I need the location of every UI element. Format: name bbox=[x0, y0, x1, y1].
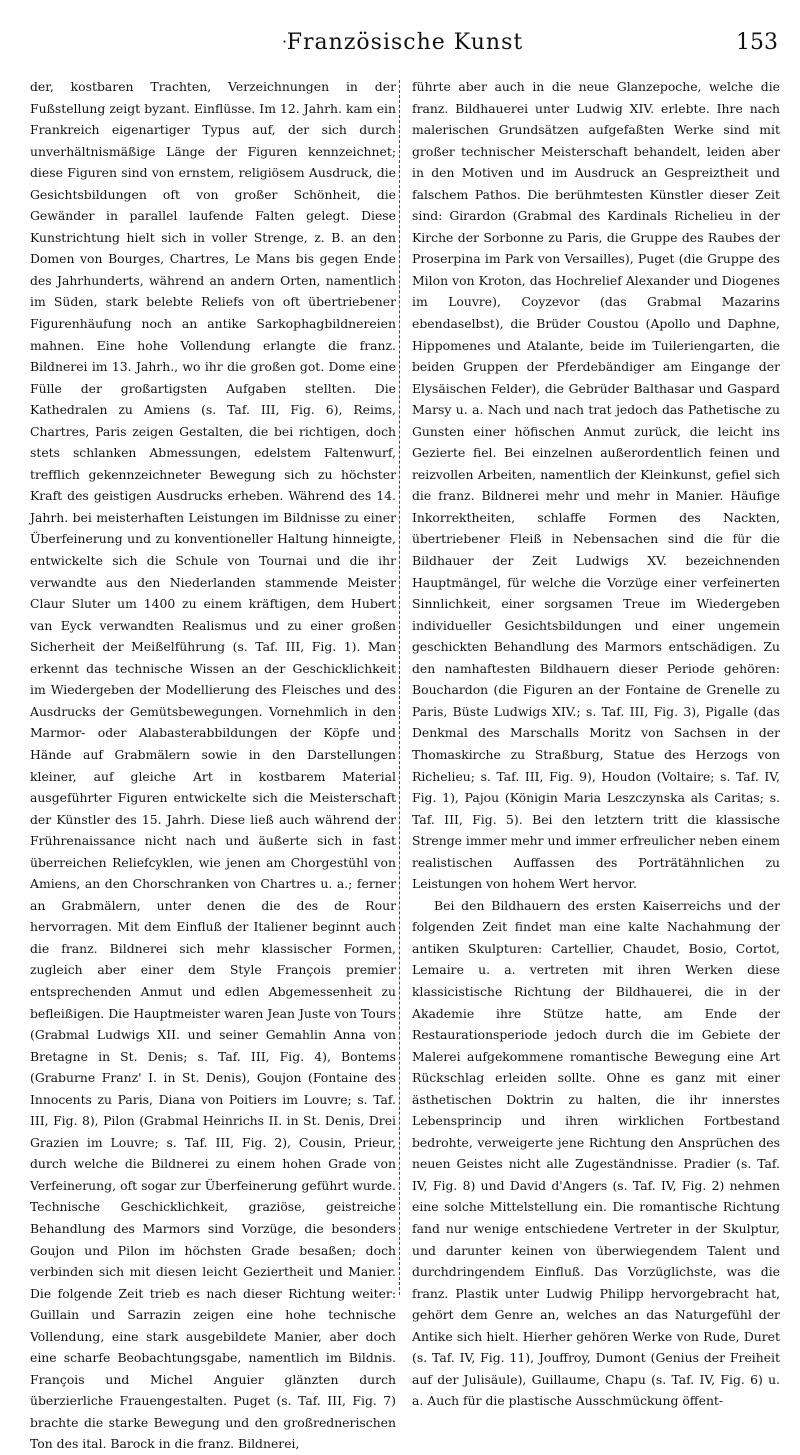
page-number: 153 bbox=[736, 30, 778, 55]
right-column bbox=[412, 76, 780, 1409]
page-title: Französische Kunst bbox=[286, 30, 524, 55]
paragraph: führte aber auch in die neue Glanzepoche, welche die franz. Bildhauerei unter Ludwig XIV. erlebte. Ihre nach malerischen Grundsätzen aufgefaßten Werke sind mit großer technischer Meisterschaft behandelt, leiden aber in den Motiven und im Ausdruck an Gespreiztheit und falschem Pathos. Die berühmtesten Künstler dieser Zeit sind: Girardon (Grabmal des Kardinals Richelieu in der Kirche der Sorbonne zu Paris, die Gruppe des Raubes der Proserpina im Park von Versailles), Puget (die Gruppe des Milon von Kroton, das Hochrelief Alexander und Diogenes im Louvre), Coyzevor (das Grabmal Mazarins ebendaselbst), die Brüder Coustou (Apollo und Daphne, Hippomenes und Atalante, beide im Tuileriengarten, die beiden Gruppen der Pferdebändiger am Eingange der Elysäischen Felder), die Gebrüder Balthasar und Gaspard Marsy u. a. Nach und nach trat jedoch das Pathetische zu Gunsten einer höfischen Anmut zurück, die leicht ins Gezierte fiel. Bei einzelnen außerordentlich feinen und reizvollen Arbeiten, namentlich der Kleinkunst, gefiel sich die franz. Bildnerei mehr und mehr in Manier. Häufige Inkorrektheiten, schlaffe Formen des Nackten, übertriebener Fleiß in Nebensachen sind die für die Bildhauer der Zeit Ludwigs XV. bezeichnenden Hauptmängel, für welche die Vorzüge einer verfeinerten Sinnlichkeit, einer sorgsamen Treue im Wiedergeben individueller Gesichtsbildungen und einer ungemein geschickten Behandlung des Marmors entschädigen. Zu den namhaftesten Bildhauern dieser Periode gehören: Bouchardon (die Figuren an der Fontaine de Grenelle zu Paris, Büste Ludwigs XIV.; s. Taf. III, Fig. 3), Pigalle (das Denkmal des Marschalls Moritz von Sachsen in der Thomaskirche zu Straßburg, Statue des Herzogs von Richelieu; s. Taf. III, Fig. 9), Houdon (Voltaire; s. Taf. IV, Fig. 1), Pajou (Königin Maria Leszczynska als Caritas; s. Taf. III, Fig. 5). Bei den letztern tritt die klassische Strenge immer mehr und immer erfreulicher neben einem realistischen Auffassen des Porträtähnlichen zu Leistungen von hohem Wert hervor. bbox=[412, 79, 780, 892]
ornament-mark: · bbox=[282, 32, 288, 51]
running-head bbox=[32, 22, 778, 62]
paragraph: der, kostbaren Trachten, Verzeichnungen in der Fußstellung zeigt byzant. Einflüsse. Im 12. Jahrh. kam ein Frankreich eigenartiger Typus auf, der sich durch unverhältnismäßige Länge der Figuren kennzeichnet; diese Figuren sind von ernstem, religiösem Ausdruck, die Gesichtsbildungen oft von großer Schönheit, die Gewänder in parallel laufende Falten gelegt. Diese Kunstrichtung hielt sich in voller Strenge, z. B. an den Domen von Bourges, Chartres, Le Mans bis gegen Ende des Jahrhunderts, während an andern Orten, namentlich im Süden, stark belebte Reliefs von oft übertriebener Figurenhäufung noch an antike Sarkophagbildnereien mahnen. Eine hohe Vollendung erlangte die franz. Bildnerei im 13. Jahrh., wo ihr die großen got. Dome eine Fülle der großartigsten Aufgaben stellten. Die Kathedralen zu Amiens (s. Taf. III, Fig. 6), Reims, Chartres, Paris zeigen Gestalten, die bei richtigen, doch stets schlanken Abmessungen, edelstem Faltenwurf, trefflich gekennzeichneter Bewegung sich zu höchster Kraft des geistigen Ausdrucks erheben. Während des 14. Jahrh. bei meisterhaften Leistungen im Bildnisse zu einer Überfeinerung und zu konventioneller Haltung hinneigte, entwickelte sich die Schule von Tournai und die ihr verwandte aus den Niederlanden stammende Meister Claur Sluter um 1400 zu einem kräftigen, dem Hubert van Eyck verwandten Realismus und zu einer großen Sicherheit der Meißelführung (s. Taf. III, Fig. 1). Man erkennt das technische Wissen an der Geschicklichkeit im Wiedergeben der Modellierung des Fleisches und des Ausdrucks der Gemütsbewegungen. Vornehmlich in den Marmor- oder Alabasterabbildungen der Köpfe und Hände auf Grabmälern sowie in den Darstellungen kleiner, auf gleiche Art in kostbarem Material ausgeführter Figuren entwickelte sich die Meisterschaft der Künstler des 15. Jahrh. Diese ließ auch während der Frührenaissance nicht nach und äußerte sich in fast überreichen Reliefcyklen, wie jenen am Chorgestühl von Amiens, an den Chorschranken von Chartres u. a.; ferner an Grabmälern, unter denen die des de Rour hervorragen. Mit dem Einfluß der Italiener beginnt auch die franz. Bildnerei sich mehr klassischer Formen, zugleich aber einer dem Style François premier entsprechenden Anmut und edlen Abgemessenheit zu befleißigen. Die Hauptmeister waren Jean Juste von Tours (Grabmal Ludwigs XII. und seiner Gemahlin Anna von Bretagne in St. Denis; s. Taf. III, Fig. 4), Bontems (Graburne Franz' I. in St. Denis), Goujon (Fontaine des Innocents zu Paris, Diana von Poitiers im Louvre; s. Taf. III, Fig. 8), Pilon (Grabmal Heinrichs II. in St. Denis, Drei Grazien im Louvre; s. Taf. III, Fig. 2), Cousin, Prieur, durch welche die Bildnerei zu einem hohen Grade von Verfeinerung, oft sogar zur Überfeinerung geführt wurde. Technische Geschicklichkeit, graziöse, geistreiche Behandlung des Marmors sind Vorzüge, die besonders Goujon und Pilon im höchsten Grade besaßen; doch verbinden sich mit diesen leicht Geziertheit und Manier. Die folgende Zeit trieb es nach dieser Richtung weiter: Guillain und Sarrazin zeigen eine hohe technische Vollendung, eine stark ausgebildete Manier, aber doch eine scharfe Beobachtungsgabe, namentlich im Bildnis. François und Michel Anguier glänzten durch überzierliche Frauengestalten. Puget (s. Taf. III, Fig. 7) brachte die starke Bewegung und den großrednerischen Ton des ital. Barock in die franz. Bildnerei, bbox=[30, 79, 396, 1452]
paragraph: Bei den Bildhauern des ersten Kaiserreichs und der folgenden Zeit findet man eine kalte Nachahmung der antiken Skulpturen: Cartellier, Chaudet, Bosio, Cortot, Lemaire u. a. vertreten mit ihren Werken diese klassicistische Richtung der Bildhauerei, die in der Akademie ihre Stütze hatte, am Ende der Restaurationsperiode jedoch durch die im Gebiete der Malerei aufgekommene romantische Bewegung eine Art Rückschlag erleiden sollte. Ohne es ganz mit einer ästhetischen Doktrin zu halten, die ihr innerstes Lebensprincip und ihren wirklichen Fortbestand bedrohte, verweigerte jene Richtung den Ansprüchen des neuen Geistes nicht alle Zugeständnisse. Pradier (s. Taf. IV, Fig. 8) und David d'Angers (s. Taf. IV, Fig. 2) nehmen eine solche Mittelstellung ein. Die romantische Richtung fand nur wenige entschiedene Vertreter in der Skulptur, und darunter keinen von überwiegendem Talent und durchdringendem Einfluß. Das Vorzüglichste, was die franz. Plastik unter Ludwig Philipp hervorgebracht hat, gehört dem Genre an, welches an das Naturgefühl der Antike sich hielt. Hierher gehören Werke von Rude, Duret (s. Taf. IV, Fig. 11), Jouffroy, Dumont (Genius der Freiheit auf der Julisäule), Guillaume, Chapu (s. Taf. IV, Fig. 6) u. a. Auch für die plastische Ausschmückung öffent- bbox=[412, 897, 780, 1409]
left-column bbox=[30, 76, 396, 1452]
column-divider bbox=[399, 80, 400, 1295]
